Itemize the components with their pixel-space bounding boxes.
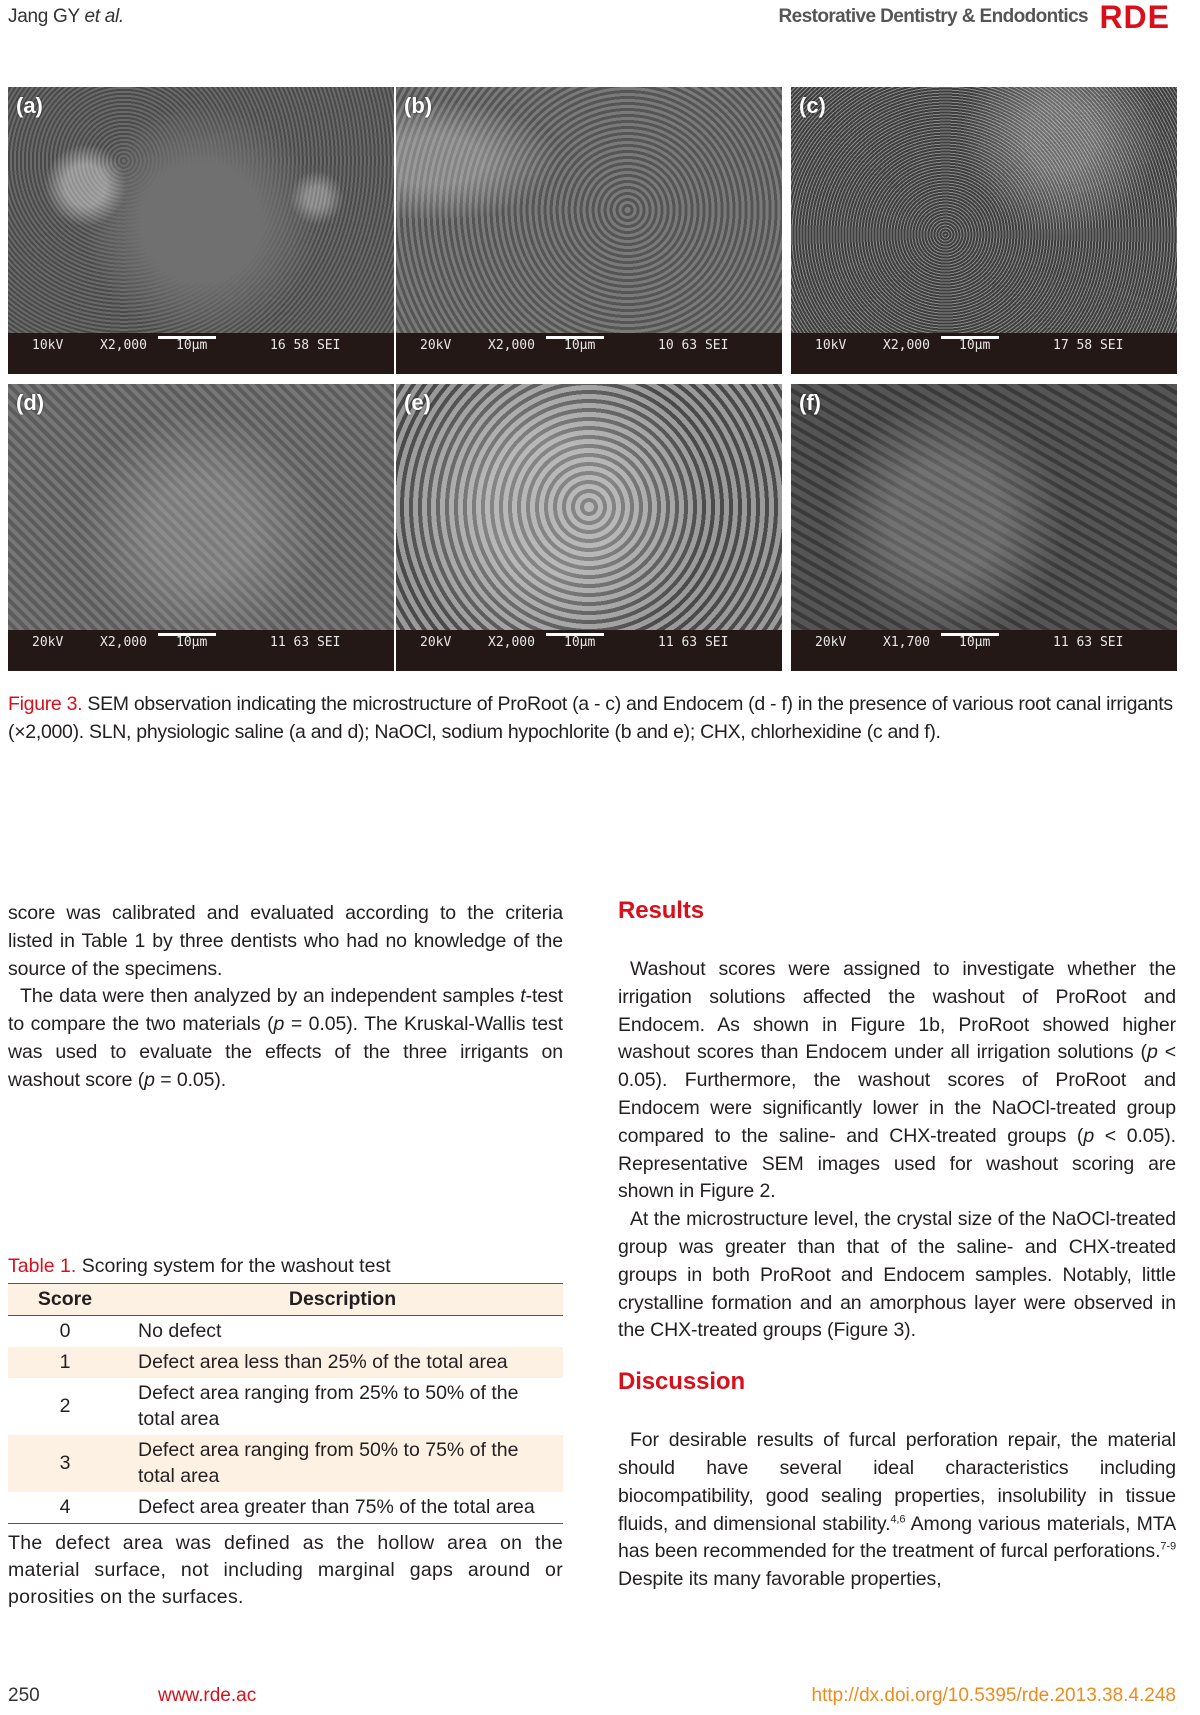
sem-info-bar: 20kV X2,000 10µm 10 63 SEI	[396, 333, 782, 374]
figure-3	[8, 87, 1184, 672]
panel-label: (f)	[799, 390, 821, 415]
author-line: Jang GY et al.	[8, 6, 124, 27]
website-link[interactable]: www.rde.ac	[158, 1685, 257, 1706]
discussion-paragraph: For desirable results of furcal perforation repair, the material should have several ideal characteristics including biocompatibility, good sealing properties, insolubility in tissue fluids, and dimensional stability.$^{4,6}$ Among various materials, MTA has been recommended for the treatment of furcal perforations.$^{7-9}$ Despite its many favorable properties,	[618, 1429, 1177, 1591]
table-title: Table 1. Scoring system for the washout test	[8, 1255, 391, 1277]
table-row: 0 No defect	[59, 1320, 222, 1342]
table-header-row	[8, 1284, 563, 1316]
methods-paragraph: score was calibrated and evaluated according to the criteria listed in Table 1 by three dentists who had no knowledge of the source of the specimens.	[8, 902, 563, 980]
column-header-description: Description	[288, 1288, 397, 1310]
results-paragraph-1: Washout scores were assigned to investigate whether the irrigation solutions affected the washout of ProRoot and Endocem. As shown in Figure 1b, ProRoot showed higher washout scores than Endocem under all irrigation solutions (p < 0.05). Furthermore, the washout scores of ProRoot and Endocem were significantly lower in the NaOCl-treated group compared to the saline- and CHX-treated groups (p < 0.05). Representative SEM images used for washout scoring are shown in Figure 2.	[618, 958, 1177, 1203]
column-header-score: Score	[37, 1288, 93, 1310]
figure-label: Figure 3.	[8, 693, 83, 715]
panel-label: (c)	[799, 93, 826, 118]
sem-panel-a	[8, 87, 394, 374]
citation: 7-9	[1160, 1540, 1176, 1553]
journal-logo: RDE	[1099, 0, 1170, 35]
sem-image	[8, 384, 394, 630]
table-1	[8, 1253, 563, 1611]
figure-caption: Figure 3. SEM observation indicating the microstructure of ProRoot (a - c) and Endocem (d - f) in the presence of various root canal irrigants (×2,000). SLN, physiologic saline (a and d); NaOCl, sodium hypochlorite (b and e); CHX, chlorhexidine (c and f).	[8, 693, 1173, 743]
et-al: et al.	[84, 6, 124, 27]
sem-image	[791, 87, 1177, 333]
sem-info-bar: 20kV X1,700 10µm 11 63 SEI	[791, 630, 1177, 671]
table-row: 4 Defect area greater than 75% of the total area	[8, 1492, 563, 1524]
panel-label: (a)	[16, 93, 43, 118]
sem-info-bar: 10kV X2,000 10µm 17 58 SEI	[791, 333, 1177, 374]
table-row: 3 Defect area ranging from 50% to 75% of the total area	[8, 1435, 563, 1492]
citation: 4,6	[890, 1513, 906, 1526]
sem-info-bar: 20kV X2,000 10µm 11 63 SEI	[8, 630, 394, 671]
left-column	[8, 900, 563, 1095]
panel-label: (d)	[16, 390, 45, 415]
journal-name: Restorative Dentistry & Endodontics	[778, 6, 1088, 27]
page-footer	[0, 1685, 1200, 1715]
sem-info-bar: 10kV X2,000 10µm 16 58 SEI	[8, 333, 394, 374]
sem-panel-e	[396, 384, 782, 671]
running-head	[0, 0, 1200, 40]
results-heading: Results	[618, 897, 704, 924]
doi-link[interactable]: http://dx.doi.org/10.5395/rde.2013.38.4.248	[811, 1685, 1176, 1706]
scoring-table	[8, 1283, 563, 1524]
sem-info-bar: 20kV X2,000 10µm 11 63 SEI	[396, 630, 782, 671]
results-paragraph-2: At the microstructure level, the crystal size of the NaOCl-treated group was greater than that of the saline- and CHX-treated groups in both ProRoot and Endocem samples. Notably, little crystalline formation and an amorphous layer were observed in the CHX-treated groups (Figure 3).	[618, 1208, 1176, 1342]
sem-image	[396, 384, 782, 630]
page-number: 250	[8, 1685, 40, 1706]
right-column	[618, 897, 1177, 1594]
sem-image	[8, 87, 394, 333]
sem-image	[396, 87, 782, 333]
panel-label: (b)	[404, 93, 433, 118]
table-row: 1 Defect area less than 25% of the total area	[8, 1347, 563, 1378]
table-row: 2 Defect area ranging from 25% to 50% of the total area	[59, 1382, 519, 1430]
sem-panel-f	[791, 384, 1177, 671]
panel-label: (e)	[404, 390, 431, 415]
statistics-paragraph: The data were then analyzed by an independent samples t-test to compare the two materials (p = 0.05). The Kruskal-Wallis test was used to evaluate the effects of the three irrigants on washout score (p = 0.05).	[8, 985, 563, 1091]
sem-image	[791, 384, 1177, 630]
sem-panel-b	[396, 87, 782, 374]
discussion-heading: Discussion	[618, 1368, 746, 1396]
sem-panel-c	[791, 87, 1177, 374]
table-footnote: The defect area was defined as the hollow area on the material surface, not including marginal gaps around or porosities on the surfaces.	[8, 1532, 563, 1608]
sem-panel-d	[8, 384, 394, 671]
